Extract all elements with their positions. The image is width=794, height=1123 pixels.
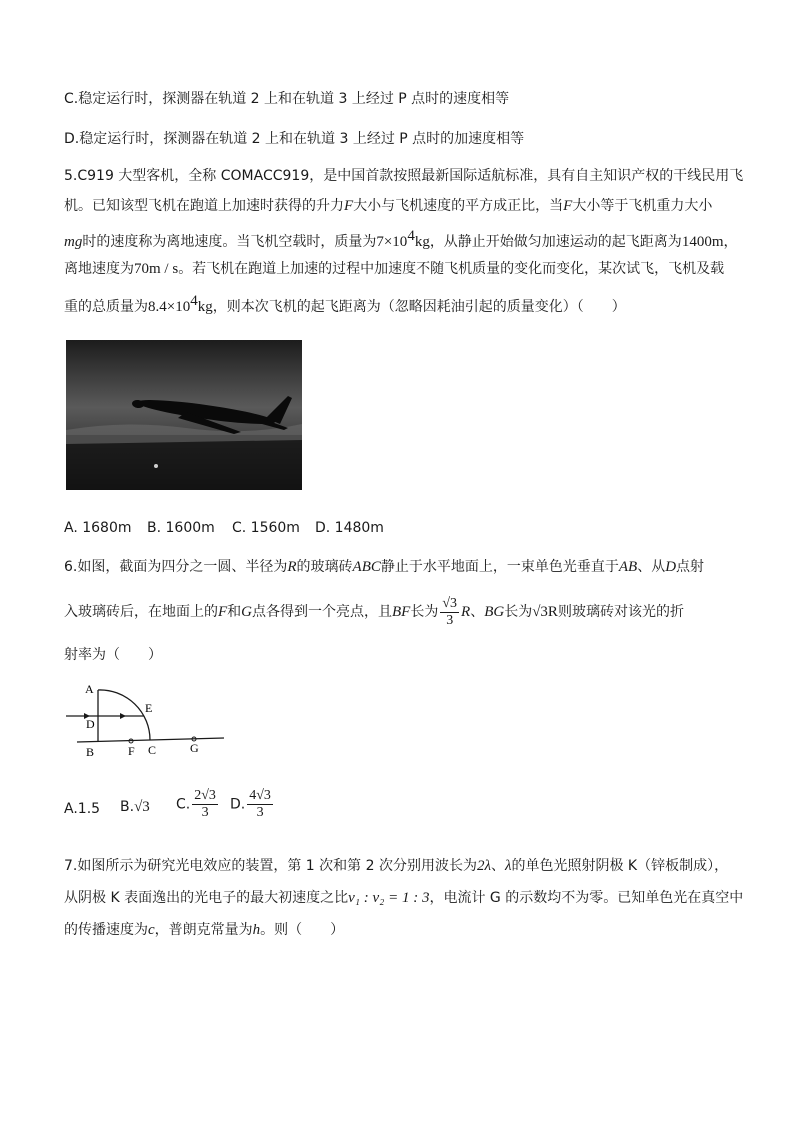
var-abc: ABC [352, 559, 381, 575]
arc-ac [98, 690, 153, 740]
q5-text: 时的速度称为离地速度。当飞机空载时，质量为 [82, 234, 377, 250]
var-r: R [287, 559, 297, 575]
var-f: F [563, 198, 573, 214]
q7-text: 从阴极 K 表面逸出的光电子的最大初速度之比 [64, 890, 349, 906]
label-e: E [145, 701, 153, 715]
q6-text: 长为 [410, 604, 439, 620]
unit-kg: kg [414, 234, 430, 250]
sqrt3-value: √3 [134, 799, 150, 815]
airplane-photo [66, 340, 302, 490]
q6-text: 、 [470, 604, 485, 620]
mass-loaded: 8.4×10 [148, 299, 191, 315]
q6-option-c[interactable]: C. $\frac{2√3}{3}$ [176, 788, 216, 820]
q7-text: 。则（ ） [260, 922, 345, 938]
q5-text: 大小等于飞机重力大小 [572, 198, 713, 214]
q7-line-3 [64, 921, 344, 939]
q5-text: 机。已知该型飞机在跑道上加速时获得的升力 [64, 198, 344, 214]
q6-text: 长为 [504, 604, 533, 620]
unit-kg: kg [197, 299, 213, 315]
distance-value: 1400m [681, 234, 724, 250]
q6-option-a[interactable]: A.1.5 [64, 801, 101, 817]
var-d: D [665, 559, 677, 575]
q5-line-1: 5.C919 大型客机，全称 COMACC919，是中国首款按照最新国际适航标准，具有自主知识产权的干线民用飞 [64, 168, 744, 184]
sqrt3-r: √3R [532, 604, 558, 620]
q6-text: 入玻璃砖后，在地面上的 [64, 604, 218, 620]
q7-text: ，普朗克常量为 [154, 922, 253, 938]
q6-text: 、从 [637, 559, 666, 575]
var-g: G [241, 604, 253, 620]
q5-option-c[interactable]: C. 1560m [232, 520, 300, 536]
q7-line-2 [64, 889, 743, 907]
fraction-sqrt3-over-3: $\frac{√3}{3}$ [442, 595, 458, 628]
q6-text: 则玻璃砖对该光的折 [557, 604, 684, 620]
q6-text: 点各得到一个亮点，且 [252, 604, 393, 620]
q5-line-2 [64, 197, 712, 215]
arrow-icon [120, 713, 126, 719]
q6-line-1 [64, 558, 704, 576]
q5-option-a[interactable]: A. 1680m [64, 520, 132, 536]
option-d-text: D.稳定运行时，探测器在轨道 2 上和在轨道 3 上经过 P 点时的加速度相等 [64, 131, 525, 147]
q7-line-1 [64, 857, 728, 875]
label-c: C [148, 743, 157, 757]
speed-value: 70m / s [134, 261, 179, 277]
q5-text: 大小与飞机速度的平方成正比，当 [353, 198, 564, 214]
q6-option-b[interactable]: B.√3 [120, 799, 150, 815]
label-g: G [190, 741, 199, 755]
label-f: F [128, 744, 135, 758]
var-ab: AB [618, 559, 638, 575]
q5-line-5 [64, 292, 626, 316]
q5-text: 离地速度为 [64, 261, 134, 277]
q5-text: 。若飞机在跑道上加速的过程中加速度不随飞机质量的变化而变化，某次试飞，飞机及载 [178, 261, 725, 277]
var-c: c [148, 922, 155, 938]
q7-text: 7.如图所示为研究光电效应的装置，第 1 次和第 2 次分别用波长为 [64, 858, 477, 874]
wavelength-lambda: λ [504, 858, 512, 874]
q5-line-4 [64, 260, 724, 278]
velocity-ratio: v₁ : v₂ = 1 : 3 [348, 890, 430, 906]
q6-line-2 [64, 595, 684, 629]
q5-option-b[interactable]: B. 1600m [147, 520, 215, 536]
fraction-2sqrt3-over-3: $\frac{2√3}{3}$ [194, 788, 216, 820]
q7-text: 的单色光照射阴极 K（锌板制成）， [511, 858, 729, 874]
var-h: h [252, 922, 261, 938]
q5-line-3 [64, 227, 737, 251]
exponent: 4 [190, 293, 198, 309]
wavelength-2lambda: 2λ [476, 858, 491, 874]
label-a: A [85, 682, 94, 696]
label-b: B [86, 745, 95, 759]
q6-option-d[interactable]: D. $\frac{4√3}{3}$ [230, 788, 271, 820]
label-d: D [86, 717, 95, 731]
q5-text: ， [723, 234, 738, 250]
mass-empty: 7×10 [376, 234, 408, 250]
q5-text: ，则本次飞机的起飞距离为（忽略因耗油引起的质量变化）（ ） [212, 299, 626, 315]
option-c-text: C.稳定运行时，探测器在轨道 2 上和在轨道 3 上经过 P 点时的速度相等 [64, 91, 510, 107]
q7-text: 的传播速度为 [64, 922, 148, 938]
q6-text: 的玻璃砖 [296, 559, 353, 575]
q6-text: 点射 [676, 559, 705, 575]
fraction-4sqrt3-over-3: $\frac{4√3}{3}$ [249, 788, 271, 820]
var-f: F [218, 604, 228, 620]
var-r: R [461, 604, 471, 620]
var-bf: BF [392, 604, 411, 620]
q6-text: 6.如图，截面为四分之一圆、半径为 [64, 559, 288, 575]
exponent: 4 [407, 228, 415, 244]
q6-text: 和 [227, 604, 242, 620]
var-bg: BG [484, 604, 505, 620]
q7-text: 、 [490, 858, 505, 874]
var-mg: mg [64, 234, 83, 250]
q6-text: 静止于水平地面上，一束单色光垂直于 [380, 559, 619, 575]
q6-line-3: 射率为（ ） [64, 647, 162, 663]
q5-text: 重的总质量为 [64, 299, 148, 315]
q5-text: ，从静止开始做匀加速运动的起飞距离为 [429, 234, 682, 250]
q5-option-d[interactable]: D. 1480m [315, 520, 384, 536]
glass-brick-diagram [62, 680, 232, 760]
var-f: F [344, 198, 354, 214]
q7-text: ，电流计 G 的示数均不为零。已知单色光在真空中 [429, 890, 744, 906]
